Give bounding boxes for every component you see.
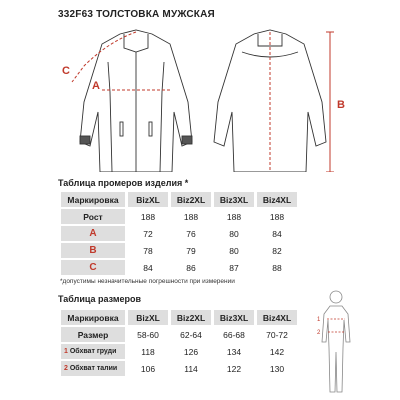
table-row: [61, 260, 297, 275]
row-label: A: [61, 226, 125, 241]
table-cell: 80: [214, 226, 254, 241]
header-cell: BizXL: [128, 310, 168, 325]
row-label: Размер: [61, 327, 125, 342]
table-cell: 66-68: [214, 327, 254, 342]
measure-c-line: [72, 32, 136, 82]
table-cell: 84: [128, 260, 168, 275]
header-cell: Biz3XL: [214, 310, 254, 325]
table-row: [61, 327, 297, 342]
table-cell: 122: [214, 361, 254, 376]
table-cell: 84: [257, 226, 297, 241]
row-label-text: Обхват талии: [69, 365, 118, 372]
measurements-title: Таблица промеров изделия *: [58, 178, 189, 188]
row-label: [61, 344, 125, 359]
row-label: C: [61, 260, 125, 275]
header-cell: Biz2XL: [171, 192, 211, 207]
header-cell: Маркировка: [61, 310, 125, 325]
table-cell: 86: [171, 260, 211, 275]
table-cell: 188: [214, 209, 254, 224]
table-row: [61, 226, 297, 241]
table-cell: 79: [171, 243, 211, 258]
table-cell: 188: [257, 209, 297, 224]
table-cell: 78: [128, 243, 168, 258]
table-cell: 130: [257, 361, 297, 376]
table-row: [61, 243, 297, 258]
jacket-back: [214, 30, 326, 172]
row-number: 2: [64, 365, 68, 372]
label-a: A: [92, 80, 100, 92]
row-label: [61, 361, 125, 376]
product-title: 332F63 ТОЛСТОВКА МУЖСКАЯ: [58, 9, 215, 20]
figure-label-2: 2: [317, 330, 321, 336]
header-cell: Biz2XL: [171, 310, 211, 325]
table-cell: 62-64: [171, 327, 211, 342]
measurements-footnote: *допустимы незначительные погрешности при измерении: [60, 278, 235, 285]
table-cell: 142: [257, 344, 297, 359]
table-cell: 188: [171, 209, 211, 224]
measurements-table: [58, 190, 300, 277]
header-cell: Biz4XL: [257, 192, 297, 207]
label-c: C: [62, 65, 70, 77]
table-row: [61, 209, 297, 224]
table-row: [61, 344, 297, 359]
row-label-text: Обхват груди: [69, 348, 117, 355]
row-label: B: [61, 243, 125, 258]
label-b: B: [337, 99, 345, 111]
table-cell: 70-72: [257, 327, 297, 342]
sizes-title: Таблица размеров: [58, 294, 142, 304]
table-cell: 126: [171, 344, 211, 359]
table-cell: 118: [128, 344, 168, 359]
jacket-diagram: [58, 22, 358, 172]
row-number: 1: [64, 348, 68, 355]
row-label: Рост: [61, 209, 125, 224]
table-cell: 76: [171, 226, 211, 241]
header-cell: Biz4XL: [257, 310, 297, 325]
table-cell: 114: [171, 361, 211, 376]
table-cell: 134: [214, 344, 254, 359]
table-row: [61, 361, 297, 376]
header-cell: BizXL: [128, 192, 168, 207]
table-cell: 58-60: [128, 327, 168, 342]
table-cell: 88: [257, 260, 297, 275]
jacket-front: [80, 30, 192, 172]
header-cell: Маркировка: [61, 192, 125, 207]
table-cell: 87: [214, 260, 254, 275]
table-cell: 188: [128, 209, 168, 224]
table-cell: 106: [128, 361, 168, 376]
table-cell: 72: [128, 226, 168, 241]
sizes-header-row: [61, 310, 297, 325]
figure-label-1: 1: [317, 317, 321, 323]
body-figure: [316, 288, 356, 398]
header-cell: Biz3XL: [214, 192, 254, 207]
measurements-header-row: [61, 192, 297, 207]
sizes-table: [58, 308, 300, 378]
table-cell: 80: [214, 243, 254, 258]
table-cell: 82: [257, 243, 297, 258]
